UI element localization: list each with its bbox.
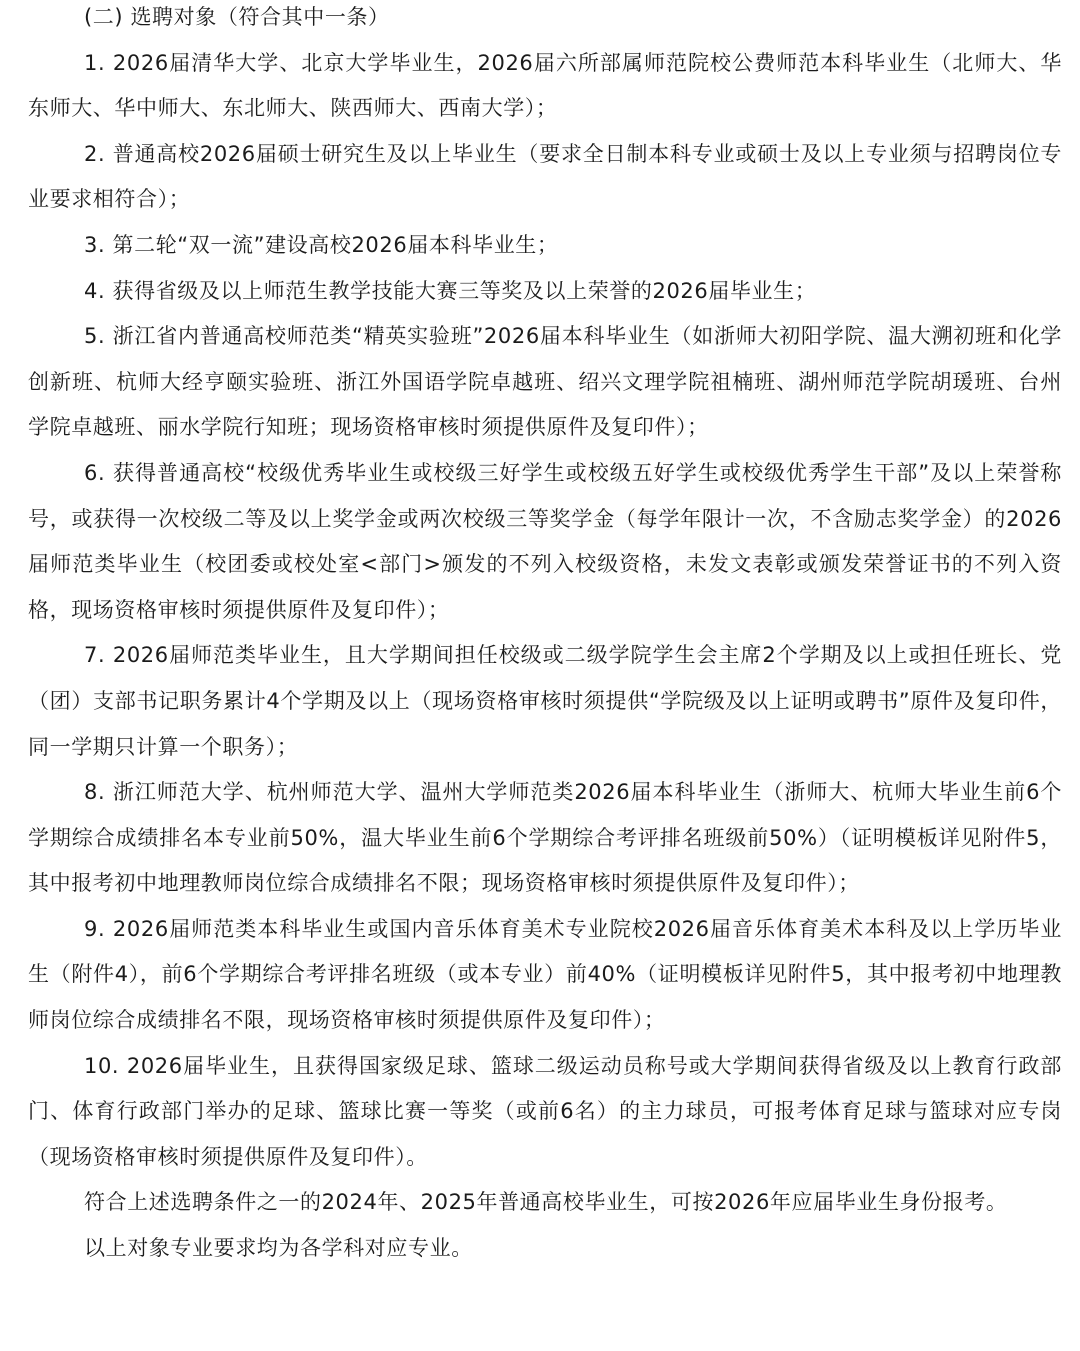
criterion-3: 3. 第二轮“双一流”建设高校2026届本科毕业生；	[84, 232, 559, 257]
criterion-10: 10. 2026届毕业生，且获得国家级足球、篮球二级运动员称号或大学期间获得省级及以上教育行政部门、体育行政部门举办的足球、篮球比赛一等奖（或前6名）的主力球员，可报考体育足球与篮球对应专岗（现场资格审核时须提供原件及复印件）。	[28, 1053, 1062, 1169]
criterion-4: 4. 获得省级及以上师范生教学技能大赛三等奖及以上荣誉的2026届毕业生；	[84, 278, 817, 303]
criterion-8: 8. 浙江师范大学、杭州师范大学、温州大学师范类2026届本科毕业生（浙师大、杭师大毕业生前6个学期综合成绩排名本专业前50%，温大毕业生前6个学期综合考评排名班级前50%）（证明模板详见附件5，其中报考初中地理教师岗位综合成绩排名不限；现场资格审核时须提供原件及复印件）；	[28, 780, 1062, 896]
section-title: (二) 选聘对象（符合其中一条）	[84, 5, 390, 29]
criterion-1: 1. 2026届清华大学、北京大学毕业生，2026届六所部属师范院校公费师范本科毕业生（北师大、华东师大、华中师大、东北师大、陕西师大、西南大学）；	[28, 50, 1062, 121]
criterion-2: 2. 普通高校2026届硕士研究生及以上毕业生（要求全日制本科专业或硕士及以上专业须与招聘岗位专业要求相符合）；	[28, 141, 1062, 212]
note-previous-graduates: 符合上述选聘条件之一的2024年、2025年普通高校毕业生，可按2026年应届毕业生身份报考。	[84, 1190, 1008, 1215]
criterion-7: 7. 2026届师范类毕业生，且大学期间担任校级或二级学院学生会主席2个学期及以上或担任班长、党（团）支部书记职务累计4个学期及以上（现场资格审核时须提供“学院级及以上证明或聘书”原件及复印件，同一学期只计算一个职务）；	[28, 643, 1062, 759]
criterion-9: 9. 2026届师范类本科毕业生或国内音乐体育美术专业院校2026届音乐体育美术本科及以上学历毕业生（附件4），前6个学期综合考评排名班级（或本专业）前40%（证明模板详见附件5，其中报考初中地理教师岗位综合成绩排名不限，现场资格审核时须提供原件及复印件）；	[28, 916, 1062, 1033]
document-body	[28, 0, 1062, 1272]
criterion-5: 5. 浙江省内普通高校师范类“精英实验班”2026届本科毕业生（如浙师大初阳学院、温大溯初班和化学创新班、杭师大经亨颐实验班、浙江外国语学院卓越班、绍兴文理学院祖楠班、湖州师范学院胡瑗班、台州学院卓越班、丽水学院行知班；现场资格审核时须提供原件及复印件）；	[28, 324, 1062, 440]
note-major-requirements: 以上对象专业要求均为各学科对应专业。	[84, 1236, 473, 1261]
criterion-6: 6. 获得普通高校“校级优秀毕业生或校级三好学生或校级五好学生或校级优秀学生干部”及以上荣誉称号，或获得一次校级二等及以上奖学金或两次校级三等奖学金（每学年限计一次，不含励志奖学金）的2026届师范类毕业生（校团委或校处室<部门>颁发的不列入校级资格，未发文表彰或颁发荣誉证书的不列入资格，现场资格审核时须提供原件及复印件）；	[28, 460, 1062, 622]
